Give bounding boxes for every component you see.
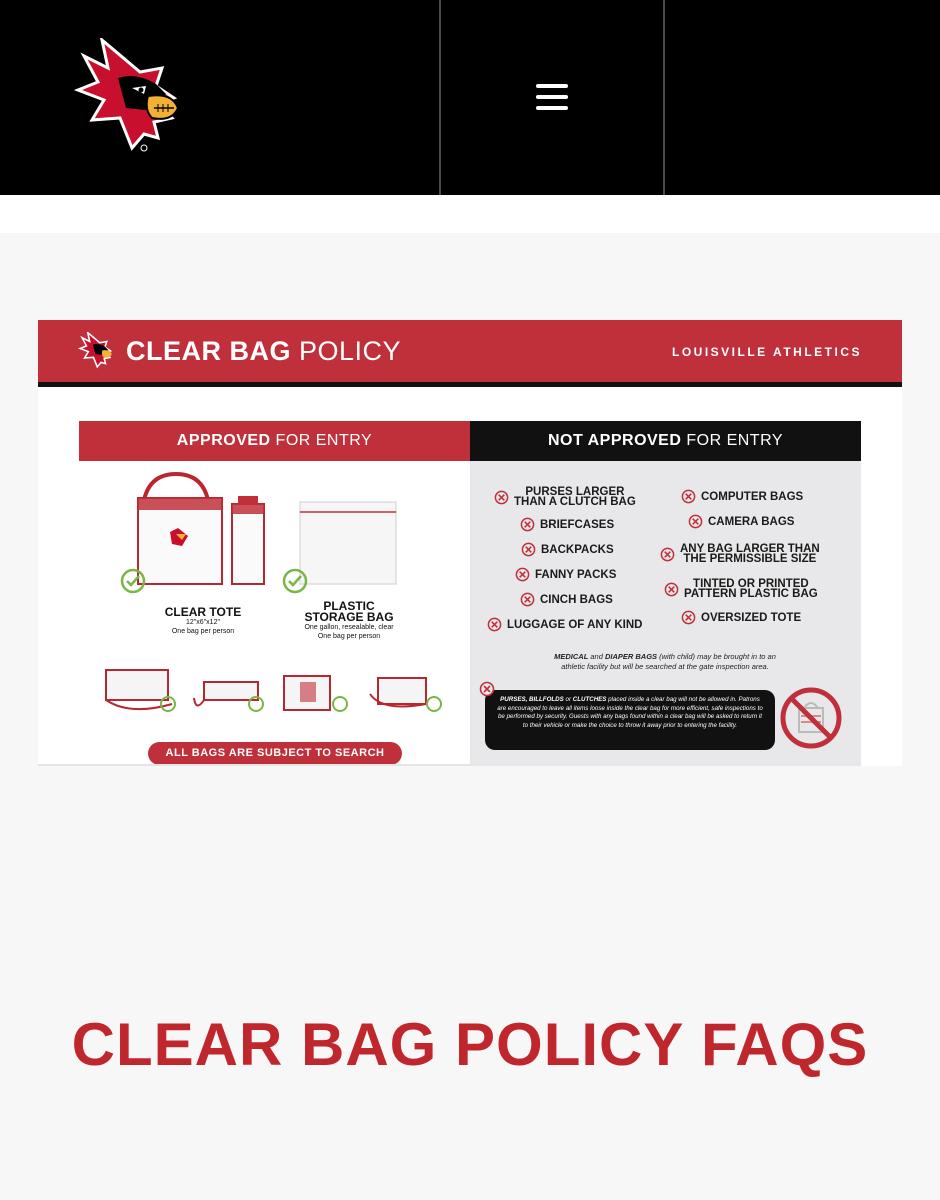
- not-approved-item: TINTED OR PRINTED PATTERN PLASTIC BAG: [664, 579, 818, 599]
- graphic-bottom-rule: [38, 764, 470, 766]
- x-circle-icon: [681, 489, 696, 504]
- graphic-title: CLEAR BAG POLICY: [126, 336, 402, 366]
- header-spacer: [0, 195, 940, 233]
- not-approved-item: LUGGAGE OF ANY KIND: [487, 617, 642, 632]
- graphic-header: [38, 320, 902, 382]
- cardinal-logo-icon: [78, 332, 114, 370]
- not-approved-item: COMPUTER BAGS: [681, 489, 803, 504]
- x-circle-icon: [520, 517, 535, 532]
- x-circle-icon: [487, 617, 502, 632]
- not-approved-item: CAMERA BAGS: [688, 514, 794, 529]
- not-approved-item: BRIEFCASES: [520, 517, 614, 532]
- header-divider: [439, 0, 441, 195]
- not-approved-item: FANNY PACKS: [515, 567, 616, 582]
- plastic-bag-label: PLASTIC STORAGE BAG One gallon, resealable, clear One bag per person: [304, 599, 394, 640]
- louisville-cardinal-logo[interactable]: [74, 38, 182, 158]
- x-circle-icon: [494, 490, 509, 505]
- x-circle-icon: [515, 567, 530, 582]
- not-approved-item: PURSES LARGER THAN A CLUTCH BAG: [494, 487, 636, 507]
- clear-bag-policy-graphic: [38, 320, 902, 766]
- not-approved-item: CINCH BAGS: [520, 592, 613, 607]
- not-approved-item: OVERSIZED TOTE: [681, 610, 801, 625]
- purse-policy-note: PURSES, BILLFOLDS or CLUTCHES placed inside a clear bag will not be allowed in. Patrons are encouraged to leave all items loose inside the clear bag for more efficient, safe inspections to be performed by security. Guests with any bags found within a clear bag will be asked to return it to their vehicle or make the choice to throw it away prior to entering the facility.: [485, 690, 775, 750]
- clutch-bags-illustration: [100, 660, 450, 720]
- site-header: [0, 0, 940, 195]
- not-approved-item: BACKPACKS: [521, 542, 614, 557]
- medical-bag-note: MEDICAL and DIAPER BAGS (with child) may be brought in to an athletic facility but will be searched at the gate inspection area.: [554, 652, 776, 671]
- x-circle-icon: [479, 681, 495, 697]
- hamburger-menu-icon[interactable]: [532, 80, 572, 114]
- search-notice: ALL BAGS ARE SUBJECT TO SEARCH: [148, 742, 402, 765]
- approved-header: APPROVED FOR ENTRY: [79, 421, 470, 461]
- check-icon: [282, 568, 308, 594]
- clear-tote-label: CLEAR TOTE 12"x6"x12" One bag per person: [164, 605, 242, 635]
- header-rule: [38, 382, 902, 387]
- x-circle-icon: [521, 542, 536, 557]
- header-divider: [663, 0, 665, 195]
- graphic-org-label: LOUISVILLE ATHLETICS: [672, 345, 862, 359]
- no-bag-icon: [779, 686, 843, 750]
- x-circle-icon: [664, 582, 679, 597]
- not-approved-item: ANY BAG LARGER THAN THE PERMISSIBLE SIZE: [660, 544, 820, 564]
- x-circle-icon: [681, 610, 696, 625]
- faq-heading: CLEAR BAG POLICY FAQS: [71, 1011, 869, 1078]
- check-icon: [120, 568, 146, 594]
- x-circle-icon: [660, 547, 675, 562]
- x-circle-icon: [688, 514, 703, 529]
- x-circle-icon: [520, 592, 535, 607]
- clear-tote-illustration: [116, 470, 436, 590]
- not-approved-header: NOT APPROVED FOR ENTRY: [470, 421, 861, 461]
